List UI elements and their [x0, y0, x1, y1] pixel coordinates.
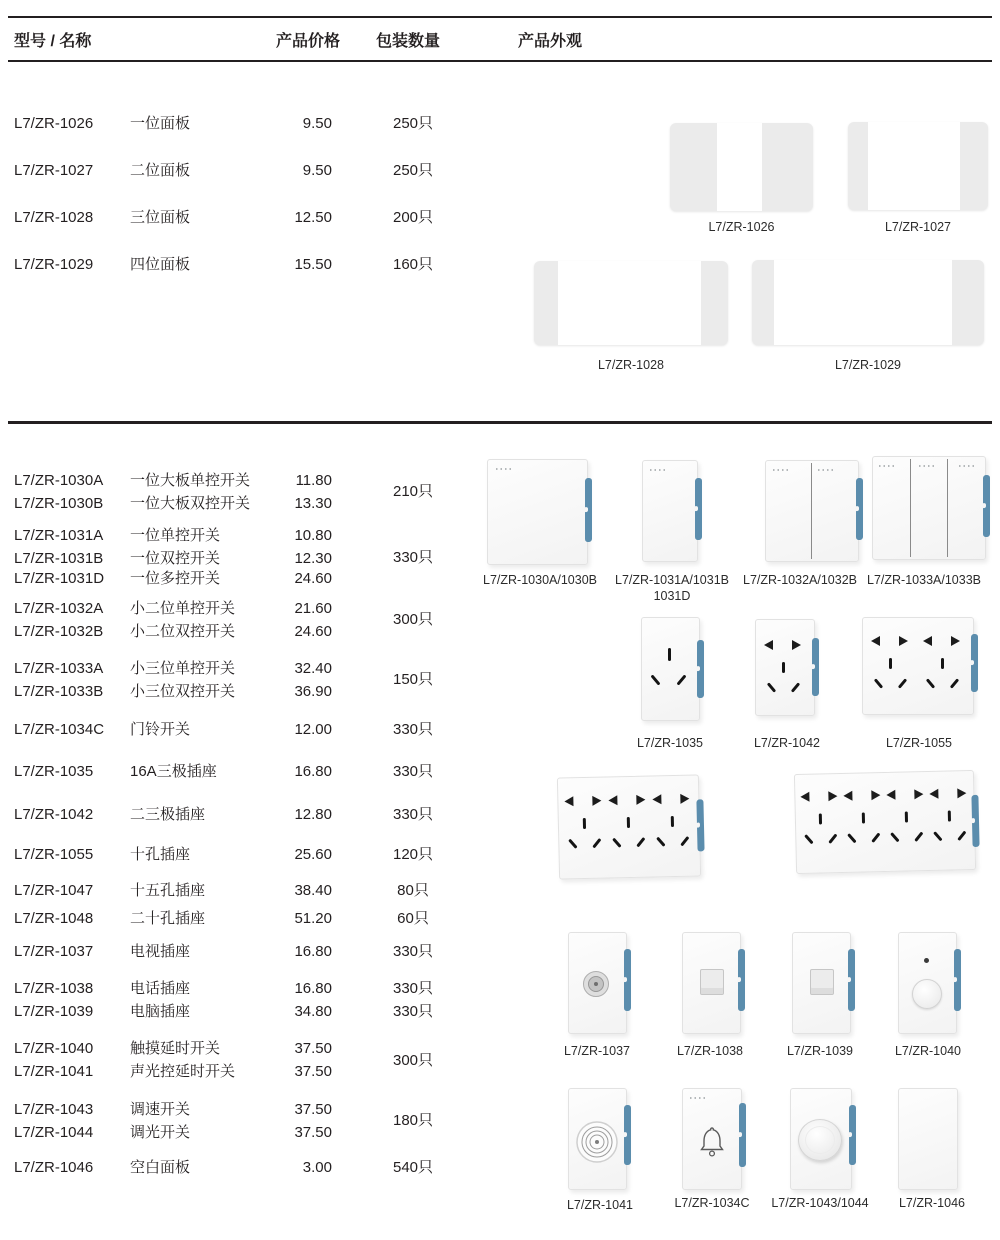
name-cell: 电话插座	[130, 980, 191, 997]
name-cell: 二三极插座	[130, 806, 206, 823]
socket-slot	[680, 794, 689, 804]
product-image-dimmer-switch-1043	[790, 1088, 852, 1190]
socket-slot	[926, 678, 935, 688]
touch-button	[912, 979, 942, 1009]
side-clip	[983, 475, 990, 537]
name-cell: 一位多控开关	[130, 570, 221, 587]
name-cell: 一位大板双控开关	[130, 495, 251, 512]
socket-slot	[957, 788, 966, 798]
header-rule	[8, 60, 992, 62]
price-cell: 16.80	[294, 763, 332, 780]
socket-slot	[905, 811, 908, 822]
product-image-phone-socket-1038	[682, 932, 741, 1034]
price-cell: 24.60	[294, 570, 332, 587]
column-header-qty: 包装数量	[376, 33, 441, 50]
socket-slots-5hole	[922, 636, 966, 694]
product-image-tv-socket-1037	[568, 932, 627, 1034]
socket-slot	[914, 832, 923, 842]
socket-slot	[583, 818, 586, 829]
model-cell: L7/ZR-1034C	[14, 721, 105, 738]
name-cell: 小二位双控开关	[130, 623, 236, 640]
socket-slot	[564, 796, 573, 806]
product-image-switch-1031	[642, 460, 698, 562]
product-image-switch-1032	[765, 460, 859, 562]
socket-slot	[819, 813, 822, 824]
socket-slot	[568, 839, 578, 849]
socket-slot	[871, 636, 880, 646]
socket-slot	[914, 789, 923, 799]
socket-slot	[636, 837, 645, 847]
model-cell: L7/ZR-1031A	[14, 527, 104, 544]
model-cell: L7/ZR-1033A	[14, 660, 104, 677]
side-clip	[971, 795, 979, 848]
price-cell: 21.60	[294, 600, 332, 617]
socket-slot	[886, 790, 895, 800]
side-clip	[696, 799, 704, 852]
panel-marks	[919, 465, 937, 467]
price-cell: 37.50	[294, 1040, 332, 1057]
socket-slot	[676, 674, 686, 685]
qty-cell: 210只	[392, 483, 434, 500]
qty-cell: 330只	[392, 549, 434, 566]
product-image-switch-1030	[487, 459, 588, 565]
product-image-socket-1035	[641, 617, 700, 721]
indicator-dot	[924, 958, 929, 963]
model-cell: L7/ZR-1031D	[14, 570, 105, 587]
price-cell: 9.50	[302, 115, 332, 132]
product-image-computer-socket-1039	[792, 932, 851, 1034]
socket-slots-5hole	[870, 636, 914, 694]
socket-slots-5hole	[799, 791, 844, 850]
price-cell: 10.80	[294, 527, 332, 544]
price-cell: 51.20	[294, 910, 332, 927]
socket-slot	[828, 833, 837, 843]
faceplate-window	[868, 122, 960, 210]
figure-caption: L7/ZR-1037	[563, 1044, 630, 1058]
panel-marks	[496, 468, 514, 470]
socket-slot	[627, 817, 630, 828]
qty-cell: 250只	[392, 115, 434, 132]
qty-cell: 160只	[392, 256, 434, 273]
name-cell: 十五孔插座	[130, 882, 206, 899]
figure-caption: L7/ZR-1032A/1032B	[743, 573, 857, 587]
side-clip	[695, 478, 702, 540]
qty-cell: 300只	[392, 1052, 434, 1069]
panel-marks	[818, 469, 836, 471]
price-cell: 37.50	[294, 1101, 332, 1118]
figure-caption: L7/ZR-1042	[753, 736, 820, 750]
socket-slots-5hole	[842, 790, 887, 849]
model-cell: L7/ZR-1038	[14, 980, 94, 997]
price-cell: 12.50	[294, 209, 332, 226]
figure-caption: 1031D	[653, 589, 691, 603]
socket-slots-5hole	[928, 788, 973, 847]
price-cell: 12.00	[294, 721, 332, 738]
figure-caption: L7/ZR-1034C	[674, 1196, 750, 1210]
model-cell: L7/ZR-1041	[14, 1063, 94, 1080]
socket-slot	[656, 837, 666, 847]
name-cell: 电脑插座	[130, 1003, 191, 1020]
panel-marks	[773, 469, 791, 471]
gang-divider	[811, 463, 812, 559]
figure-caption: L7/ZR-1030A/1030B	[483, 573, 597, 587]
side-clip	[971, 634, 978, 692]
socket-slot	[636, 795, 645, 805]
figure-caption: L7/ZR-1035	[636, 736, 703, 750]
name-cell: 小三位双控开关	[130, 683, 236, 700]
socket-slot	[957, 831, 966, 841]
figure-caption: L7/ZR-1046	[898, 1196, 965, 1210]
qty-cell: 330只	[392, 943, 434, 960]
name-cell: 三位面板	[130, 209, 191, 226]
qty-cell: 250只	[392, 162, 434, 179]
model-cell: L7/ZR-1037	[14, 943, 94, 960]
qty-cell: 330只	[392, 1003, 434, 1020]
faceplate-window	[558, 261, 701, 345]
figure-caption: L7/ZR-1028	[597, 358, 664, 372]
price-cell: 36.90	[294, 683, 332, 700]
model-cell: L7/ZR-1029	[14, 256, 94, 273]
socket-slot	[764, 640, 773, 650]
column-header-model: 型号 / 名称	[14, 33, 92, 50]
price-cell: 16.80	[294, 943, 332, 960]
socket-slot	[874, 678, 883, 688]
name-cell: 十孔插座	[130, 846, 191, 863]
model-cell: L7/ZR-1032B	[14, 623, 104, 640]
price-cell: 3.00	[302, 1159, 332, 1176]
panel-marks	[650, 469, 668, 471]
price-cell: 34.80	[294, 1003, 332, 1020]
price-cell: 9.50	[302, 162, 332, 179]
model-cell: L7/ZR-1026	[14, 115, 94, 132]
price-cell: 13.30	[294, 495, 332, 512]
side-clip	[812, 638, 819, 696]
socket-slot	[948, 811, 951, 822]
name-cell: 二位面板	[130, 162, 191, 179]
figure-caption: L7/ZR-1041	[566, 1198, 633, 1212]
figure-caption: L7/ZR-1040	[894, 1044, 961, 1058]
model-cell: L7/ZR-1031B	[14, 550, 104, 567]
socket-slot	[668, 648, 671, 661]
price-cell: 32.40	[294, 660, 332, 677]
figure-caption: L7/ZR-1031A/1031B	[615, 573, 729, 587]
qty-cell: 150只	[392, 671, 434, 688]
socket-slot	[650, 674, 660, 685]
socket-slot	[608, 795, 617, 805]
column-header-appearance: 产品外观	[518, 33, 583, 50]
side-clip	[848, 949, 855, 1011]
name-cell: 声光控延时开关	[130, 1063, 236, 1080]
price-cell: 11.80	[295, 472, 332, 489]
model-cell: L7/ZR-1039	[14, 1003, 94, 1020]
socket-slot	[871, 832, 880, 842]
name-cell: 一位大板单控开关	[130, 472, 251, 489]
model-cell: L7/ZR-1035	[14, 763, 94, 780]
speaker-grille-icon	[576, 1121, 618, 1163]
socket-slots-5hole	[563, 795, 608, 854]
model-cell: L7/ZR-1042	[14, 806, 94, 823]
panel-marks	[879, 465, 897, 467]
figure-caption: L7/ZR-1038	[676, 1044, 743, 1058]
figure-caption: L7/ZR-1039	[786, 1044, 853, 1058]
price-cell: 16.80	[294, 980, 332, 997]
socket-slot	[652, 794, 661, 804]
price-cell: 38.40	[294, 882, 332, 899]
model-cell: L7/ZR-1030A	[14, 472, 104, 489]
socket-slot	[951, 636, 960, 646]
product-image-soundlight-switch-1041	[568, 1088, 627, 1190]
model-cell: L7/ZR-1028	[14, 209, 94, 226]
product-image-socket-strip-20hole	[794, 770, 976, 874]
rj-jack-icon	[700, 969, 724, 995]
socket-slot	[782, 662, 785, 673]
figure-caption: L7/ZR-1027	[884, 220, 951, 234]
socket-slots-5hole	[763, 640, 807, 698]
socket-slot	[767, 682, 776, 692]
name-cell: 二十孔插座	[130, 910, 206, 927]
top-rule	[8, 16, 992, 18]
socket-slot	[889, 658, 892, 669]
product-image-touch-switch-1040	[898, 932, 957, 1034]
side-clip	[954, 949, 961, 1011]
product-image-socket-1042	[755, 619, 815, 716]
model-cell: L7/ZR-1046	[14, 1159, 94, 1176]
section-divider-rule	[8, 421, 992, 424]
socket-slot	[592, 796, 601, 806]
product-image-doorbell-switch-1034c	[682, 1088, 742, 1190]
model-cell: L7/ZR-1033B	[14, 683, 104, 700]
column-header-price: 产品价格	[276, 33, 341, 50]
figure-caption: L7/ZR-1033A/1033B	[867, 573, 981, 587]
model-cell: L7/ZR-1040	[14, 1040, 94, 1057]
model-cell: L7/ZR-1032A	[14, 600, 104, 617]
name-cell: 电视插座	[130, 943, 191, 960]
name-cell: 一位面板	[130, 115, 191, 132]
qty-cell: 330只	[392, 980, 434, 997]
qty-cell: 60只	[397, 910, 429, 927]
name-cell: 空白面板	[130, 1159, 191, 1176]
socket-slot	[791, 682, 800, 692]
socket-slot	[933, 831, 943, 841]
panel-marks	[690, 1097, 708, 1099]
socket-slots-5hole	[607, 794, 652, 853]
socket-slots-5hole	[885, 789, 930, 848]
rj-jack-icon	[810, 969, 834, 995]
qty-cell: 330只	[392, 806, 434, 823]
name-cell: 一位单控开关	[130, 527, 221, 544]
qty-cell: 330只	[392, 721, 434, 738]
name-cell: 小三位单控开关	[130, 660, 236, 677]
model-cell: L7/ZR-1047	[14, 882, 94, 899]
price-cell: 37.50	[294, 1063, 332, 1080]
name-cell: 触摸延时开关	[130, 1040, 221, 1057]
socket-slot	[862, 812, 865, 823]
gang-divider	[910, 459, 911, 557]
qty-cell: 540只	[392, 1159, 434, 1176]
socket-slot	[671, 816, 674, 827]
figure-caption: L7/ZR-1029	[834, 358, 901, 372]
socket-slot	[950, 678, 959, 688]
socket-slots-5hole	[651, 793, 696, 852]
socket-slots-3pin	[647, 648, 693, 696]
qty-cell: 300只	[392, 611, 434, 628]
name-cell: 四位面板	[130, 256, 191, 273]
model-cell: L7/ZR-1055	[14, 846, 94, 863]
product-image-faceplate-1026	[670, 123, 813, 211]
price-cell: 24.60	[294, 623, 332, 640]
product-image-switch-1033	[872, 456, 986, 560]
price-cell: 25.60	[294, 846, 332, 863]
price-cell: 37.50	[294, 1124, 332, 1141]
figure-caption: L7/ZR-1026	[708, 220, 775, 234]
side-clip	[739, 1103, 746, 1167]
model-cell: L7/ZR-1030B	[14, 495, 104, 512]
socket-slot	[941, 658, 944, 669]
side-clip	[697, 640, 704, 698]
name-cell: 小二位单控开关	[130, 600, 236, 617]
figure-caption: L7/ZR-1043/1044	[771, 1196, 869, 1210]
model-cell: L7/ZR-1027	[14, 162, 94, 179]
side-clip	[585, 478, 592, 542]
socket-slot	[923, 636, 932, 646]
qty-cell: 200只	[392, 209, 434, 226]
rotary-knob	[798, 1119, 842, 1161]
model-cell: L7/ZR-1043	[14, 1101, 94, 1118]
qty-cell: 180只	[392, 1112, 434, 1129]
socket-slot	[890, 832, 900, 842]
product-image-faceplate-1028	[534, 261, 728, 345]
socket-slot	[828, 791, 837, 801]
gang-divider	[947, 459, 948, 557]
model-cell: L7/ZR-1048	[14, 910, 94, 927]
name-cell: 16A三极插座	[130, 763, 217, 780]
socket-slot	[843, 791, 852, 801]
side-clip	[856, 478, 863, 540]
doorbell-icon	[696, 1125, 728, 1159]
socket-slot	[792, 640, 801, 650]
qty-cell: 80只	[397, 882, 429, 899]
product-image-socket-1055	[862, 617, 974, 715]
side-clip	[624, 949, 631, 1011]
socket-slot	[871, 790, 880, 800]
coax-connector-icon	[583, 971, 609, 997]
socket-slot	[680, 836, 689, 846]
side-clip	[624, 1105, 631, 1165]
side-clip	[849, 1105, 856, 1165]
price-cell: 15.50	[294, 256, 332, 273]
socket-slot	[899, 636, 908, 646]
product-image-blank-plate-1046	[898, 1088, 958, 1190]
name-cell: 门铃开关	[130, 721, 191, 738]
product-image-socket-strip-15hole	[557, 774, 701, 879]
socket-slot	[898, 678, 907, 688]
faceplate-window	[717, 123, 762, 211]
model-cell: L7/ZR-1044	[14, 1124, 94, 1141]
name-cell: 调速开关	[130, 1101, 191, 1118]
socket-slot	[612, 838, 622, 848]
price-cell: 12.30	[294, 550, 332, 567]
product-image-faceplate-1029	[752, 260, 984, 345]
socket-slot	[800, 792, 809, 802]
faceplate-window	[774, 260, 952, 345]
product-image-faceplate-1027	[848, 122, 988, 210]
qty-cell: 330只	[392, 763, 434, 780]
price-cell: 12.80	[294, 806, 332, 823]
name-cell: 一位双控开关	[130, 550, 221, 567]
qty-cell: 120只	[392, 846, 434, 863]
socket-slot	[804, 834, 814, 844]
figure-caption: L7/ZR-1055	[885, 736, 952, 750]
panel-marks	[959, 465, 977, 467]
socket-slot	[592, 838, 601, 848]
socket-slot	[929, 789, 938, 799]
name-cell: 调光开关	[130, 1124, 191, 1141]
side-clip	[738, 949, 745, 1011]
socket-slot	[847, 833, 857, 843]
